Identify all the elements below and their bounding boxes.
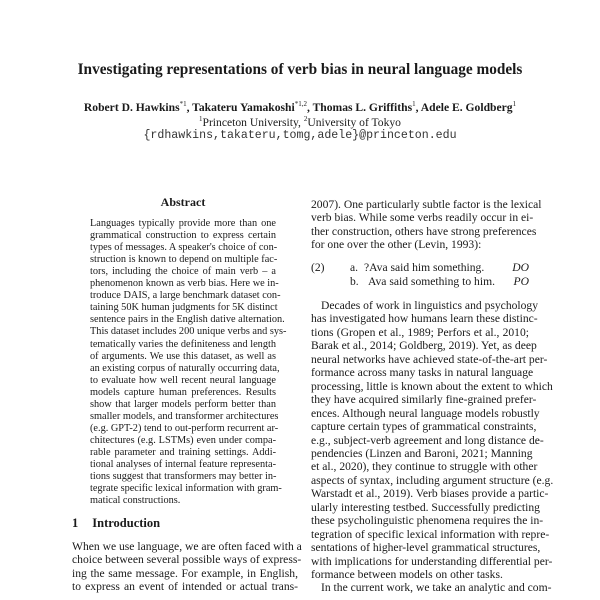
text-line: e.g., subject-verb agreement and long distance de-	[311, 433, 544, 447]
text-line: to evaluate how well recent neural language	[90, 374, 276, 386]
example-sentence: ?Ava said him something.	[364, 261, 485, 274]
author	[313, 101, 416, 114]
text-line: an existing corpus of naturally occurring data,	[90, 362, 280, 374]
text-line: sentations of higher-level grammatical structures,	[311, 541, 541, 555]
text-line: tions (Gropen et al., 1989; Perfors et al., 2010;	[311, 325, 529, 339]
text-line: verb bias. While some verbs readily occur in ei-	[311, 211, 534, 225]
text-line: matical constructions.	[90, 495, 181, 507]
text-line: struction is known to depend on multiple fac-	[90, 254, 278, 266]
text-line: et al., 2020), they continue to struggle with other	[311, 460, 538, 474]
affiliation: University of Tokyo	[307, 115, 401, 129]
affil-sup: 1	[199, 115, 203, 123]
text-line: troduce DAIS, a large benchmark dataset con-	[90, 290, 281, 302]
text-line: formance across many tasks in natural language	[311, 366, 534, 380]
text-line: chitectures (e.g. LSTMs) even under compa-	[90, 434, 276, 446]
text-line: tional analyses of internal feature representa-	[90, 459, 276, 470]
example-tag	[514, 275, 529, 288]
text-line: tematically varies the definiteness and length	[90, 338, 276, 350]
text-line: they have acquired similarly fine-grained prefer-	[311, 393, 537, 407]
author	[192, 101, 307, 114]
text-line: tions suggest that transformers may better in-	[90, 471, 277, 483]
text-line: has investigated how humans learn these distinc-	[311, 312, 538, 326]
text-line: tors, including the choice of main verb – a	[90, 266, 276, 278]
abstract-heading: Abstract	[160, 195, 206, 209]
text-line: Warstadt et al., 2019). Verb biases provide a partic-	[311, 487, 549, 501]
text-line: phenomenon known as verb bias. Here we in-	[90, 278, 279, 290]
text-line: 2007). One particularly subtle factor is the lexical	[311, 198, 542, 211]
text-line: neural networks have achieved state-of-the-art per-	[311, 352, 548, 366]
text-line: smaller models, and transformer architectures	[90, 410, 279, 422]
text-line: for one over the other (Levin, 1993):	[311, 238, 482, 252]
introduction-heading	[72, 516, 174, 531]
example-number: (2)	[311, 261, 325, 274]
text-line: grammatical construction to express certain	[90, 230, 276, 242]
text-line: This dataset includes 200 unique verbs and sys-	[90, 326, 287, 338]
text-line: ularly interesting testbed. Successfully predicting	[311, 500, 540, 514]
example-label: b.	[350, 275, 359, 288]
text-line: show that larger models perform better than	[90, 398, 276, 410]
text-line: choice between several possible ways of express-	[72, 553, 302, 567]
text-line: formance between models on other tasks.	[311, 568, 503, 581]
author-name: Adele E. Goldberg	[420, 100, 513, 114]
author-sup: 1	[512, 100, 517, 108]
text-line: with implications for understanding differential per-	[311, 554, 553, 568]
text-line: Decades of work in linguistics and psychology	[321, 299, 539, 312]
text-line: sentence pairs in the English dative alternation.	[90, 314, 285, 326]
text-line: of arguments. We use this dataset, as well as	[90, 350, 276, 362]
example-sentence: Ava said something to him.	[368, 275, 495, 288]
text-line: ing the same message. For example, in English,	[72, 566, 298, 580]
affil-sup: 2	[303, 115, 308, 123]
section-title: Introduction	[92, 516, 161, 530]
author-sup: *1	[179, 100, 187, 108]
author-list: Robert D. Hawkins$^{*1}$, Takateru Yamakoshi$^{*1,2}$, Thomas L. Griffiths$^1$, Adele E. Goldberg$^1$	[83, 100, 517, 114]
example-tag-text: PO	[513, 275, 529, 288]
affiliation: Princeton University	[202, 115, 299, 129]
text-line: aspects of syntax, including argument structure (e.g.	[311, 473, 554, 487]
example-tag-text: DO	[512, 261, 529, 274]
author-name: Thomas L. Griffiths	[312, 100, 413, 114]
text-line: ther construction, others have strong preferences	[311, 224, 537, 238]
text-line: capture certain types of grammatical constraints,	[311, 420, 537, 434]
author	[84, 101, 187, 114]
text-line: types of messages. A speaker's choice of con-	[90, 242, 278, 254]
text-line: ences. Although neural language models robustly	[311, 406, 540, 420]
text-line: tegrate specific lexical information with gram-	[90, 483, 282, 495]
author	[421, 101, 516, 114]
paper-title: Investigating representations of verb bias in neural language models	[77, 61, 523, 78]
text-line: In the current work, we take an analytic and com-	[321, 581, 552, 595]
author-emails: {rdhawkins,takateru,tomg,adele}@princeton.edu	[143, 129, 457, 142]
section-number: 1	[72, 516, 79, 530]
text-line: models capture human preferences. Results	[90, 386, 276, 398]
text-line: rable parameter and training settings. Addi-	[90, 446, 276, 458]
example-label: a.	[350, 261, 359, 274]
text-line: (e.g. GPT-2) tend to out-perform recurrent ar-	[90, 422, 279, 434]
text-line: Languages typically provide more than one	[90, 218, 276, 229]
text-line: tegration of specific lexical information with repre-	[311, 527, 550, 541]
author-sup: *1,2	[294, 100, 307, 108]
text-line: pendencies (Linzen and Baroni, 2021; Manning	[311, 446, 533, 460]
text-line: Barak et al., 2014; Goldberg, 2019). Yet, as deep	[311, 339, 537, 353]
author-name: Takateru Yamakoshi	[192, 100, 295, 114]
text-line: taining 50K human judgments for 5K distinct	[90, 302, 278, 314]
author-name: Robert D. Hawkins	[83, 100, 180, 114]
text-line: processing, little is known about the extent to which	[311, 379, 553, 393]
author-sup: 1	[412, 100, 416, 108]
example-tag	[512, 261, 529, 274]
text-line: to express an event of intended or actual trans-	[72, 580, 298, 594]
text-line: When we use language, we are often faced with a	[72, 540, 302, 553]
text-line: these psycholinguistic phenomena requires the in-	[311, 514, 544, 528]
affiliations: $^1$Princeton University, $^2$University of Tokyo	[199, 115, 401, 129]
